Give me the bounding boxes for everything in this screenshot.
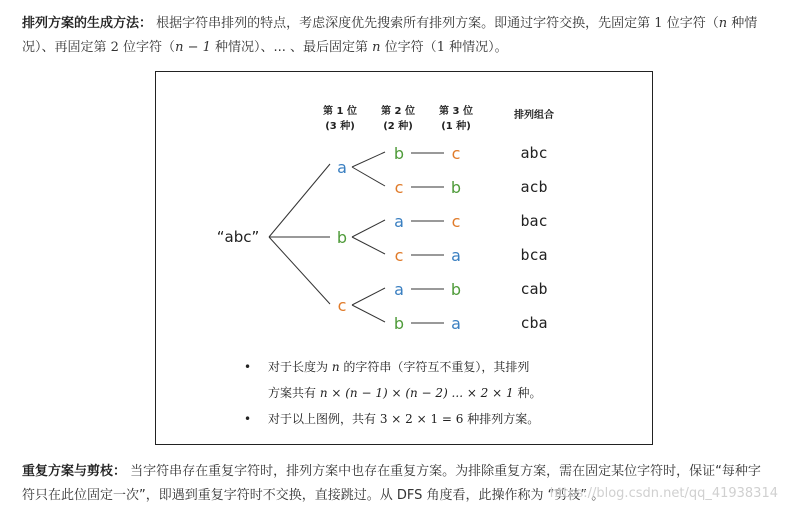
level2-node-5: a <box>394 280 404 299</box>
result-1: abc <box>520 144 548 162</box>
note-2-formula: 3 × 2 × 1 = 6 <box>379 412 464 426</box>
result-6: cba <box>520 314 548 332</box>
edge-a-c <box>352 167 385 186</box>
header-pos2-line2: (2 种) <box>383 121 413 132</box>
note-1-line2-pre: 方案共有 <box>268 386 320 400</box>
level2-node-2: c <box>394 178 404 197</box>
level3-node-1: c <box>451 144 461 163</box>
edge-root-a <box>269 164 330 237</box>
header-pos3-line2: (1 种) <box>441 121 471 132</box>
result-5: cab <box>520 280 548 298</box>
edge-b-a <box>352 220 385 237</box>
outro-text: 当字符串存在重复字符时，排列方案中也存在重复方案。为排除重复方案，需在固定某位字符时，保证“每种字符只在此位固定一次”，即遇到重复字符时不交换，直接跳过。从 DFS 角度看，此操作称为 “剪枝” 。 <box>22 464 761 503</box>
intro-heading: 排列方案的生成方法： <box>22 16 153 31</box>
permutation-tree-figure <box>155 71 653 445</box>
intro-text-7: 种情况）。 <box>444 40 508 55</box>
intro-math-1: n <box>718 16 728 31</box>
bullet-dot-1: • <box>244 360 252 374</box>
watermark: https://blog.csdn.net/qq_41938314 <box>549 486 778 501</box>
note-2-post: 种排列方案。 <box>463 412 540 426</box>
note-1-var: n <box>331 360 340 374</box>
note-1 <box>244 354 541 380</box>
level3-node-6: a <box>451 314 461 333</box>
level2-node-3: a <box>394 212 404 231</box>
edge-root-c <box>269 237 330 304</box>
intro-math-3: n <box>372 40 381 55</box>
note-1-formula: n × (n − 1) × (n − 2) ... × 2 × 1 <box>319 386 514 400</box>
note-1-post: 的字符串（字符互不重复），其排列 <box>339 360 530 374</box>
header-pos3-line1: 第 3 位 <box>439 106 473 117</box>
header-pos2-line1: 第 2 位 <box>381 106 415 117</box>
edge-c-a <box>352 288 385 305</box>
intro-num-3: 1 <box>436 40 445 55</box>
note-1-line2-post: 种。 <box>513 386 542 400</box>
intro-text-5: 种情况）、... 、最后固定第 <box>210 40 373 55</box>
root-node: “abc” <box>216 228 260 246</box>
tree-edges <box>269 152 444 323</box>
bullet-dot-2: • <box>244 412 252 426</box>
result-4: bca <box>520 246 548 264</box>
level3-node-3: c <box>451 212 461 231</box>
level2-node-6: b <box>393 314 405 333</box>
intro-text-6: 位字符（ <box>380 40 437 55</box>
intro-text-2: 位字符（ <box>662 16 719 31</box>
level2-node-1: b <box>393 144 405 163</box>
header-pos1-line2: (3 种) <box>325 121 355 132</box>
intro-text-1: 根据字符串排列的特点，考虑深度优先搜索所有排列方案。即通过字符交换，先固定第 <box>156 16 655 31</box>
intro-text-4: 位字符（ <box>118 40 176 55</box>
intro-paragraph <box>22 12 770 60</box>
note-2 <box>244 406 541 432</box>
level2-node-4: c <box>394 246 404 265</box>
note-2-pre: 对于以上图例，共有 <box>268 412 380 426</box>
level1-node-b: b <box>336 228 348 247</box>
intro-math-2: n − 1 <box>175 40 211 55</box>
level3-node-4: a <box>451 246 461 265</box>
level1-node-c: c <box>337 296 347 315</box>
edge-a-b <box>352 152 385 167</box>
edge-b-c <box>352 237 385 254</box>
level1-node-a: a <box>337 158 347 177</box>
level3-node-5: b <box>450 280 462 299</box>
edge-c-b <box>352 305 385 322</box>
intro-text-3: 种情况）、再固定第 <box>22 16 758 55</box>
note-1-continued <box>244 380 541 406</box>
header-pos1-line1: 第 1 位 <box>323 106 357 117</box>
intro-num-1: 1 <box>654 16 663 31</box>
result-3: bac <box>520 212 548 230</box>
intro-num-2: 2 <box>110 40 119 55</box>
result-2: acb <box>520 178 548 196</box>
header-result: 排列组合 <box>514 110 554 121</box>
note-1-pre: 对于长度为 <box>268 360 332 374</box>
level3-node-2: b <box>450 178 462 197</box>
outro-heading: 重复方案与剪枝： <box>22 464 127 479</box>
figure-notes <box>244 354 541 432</box>
